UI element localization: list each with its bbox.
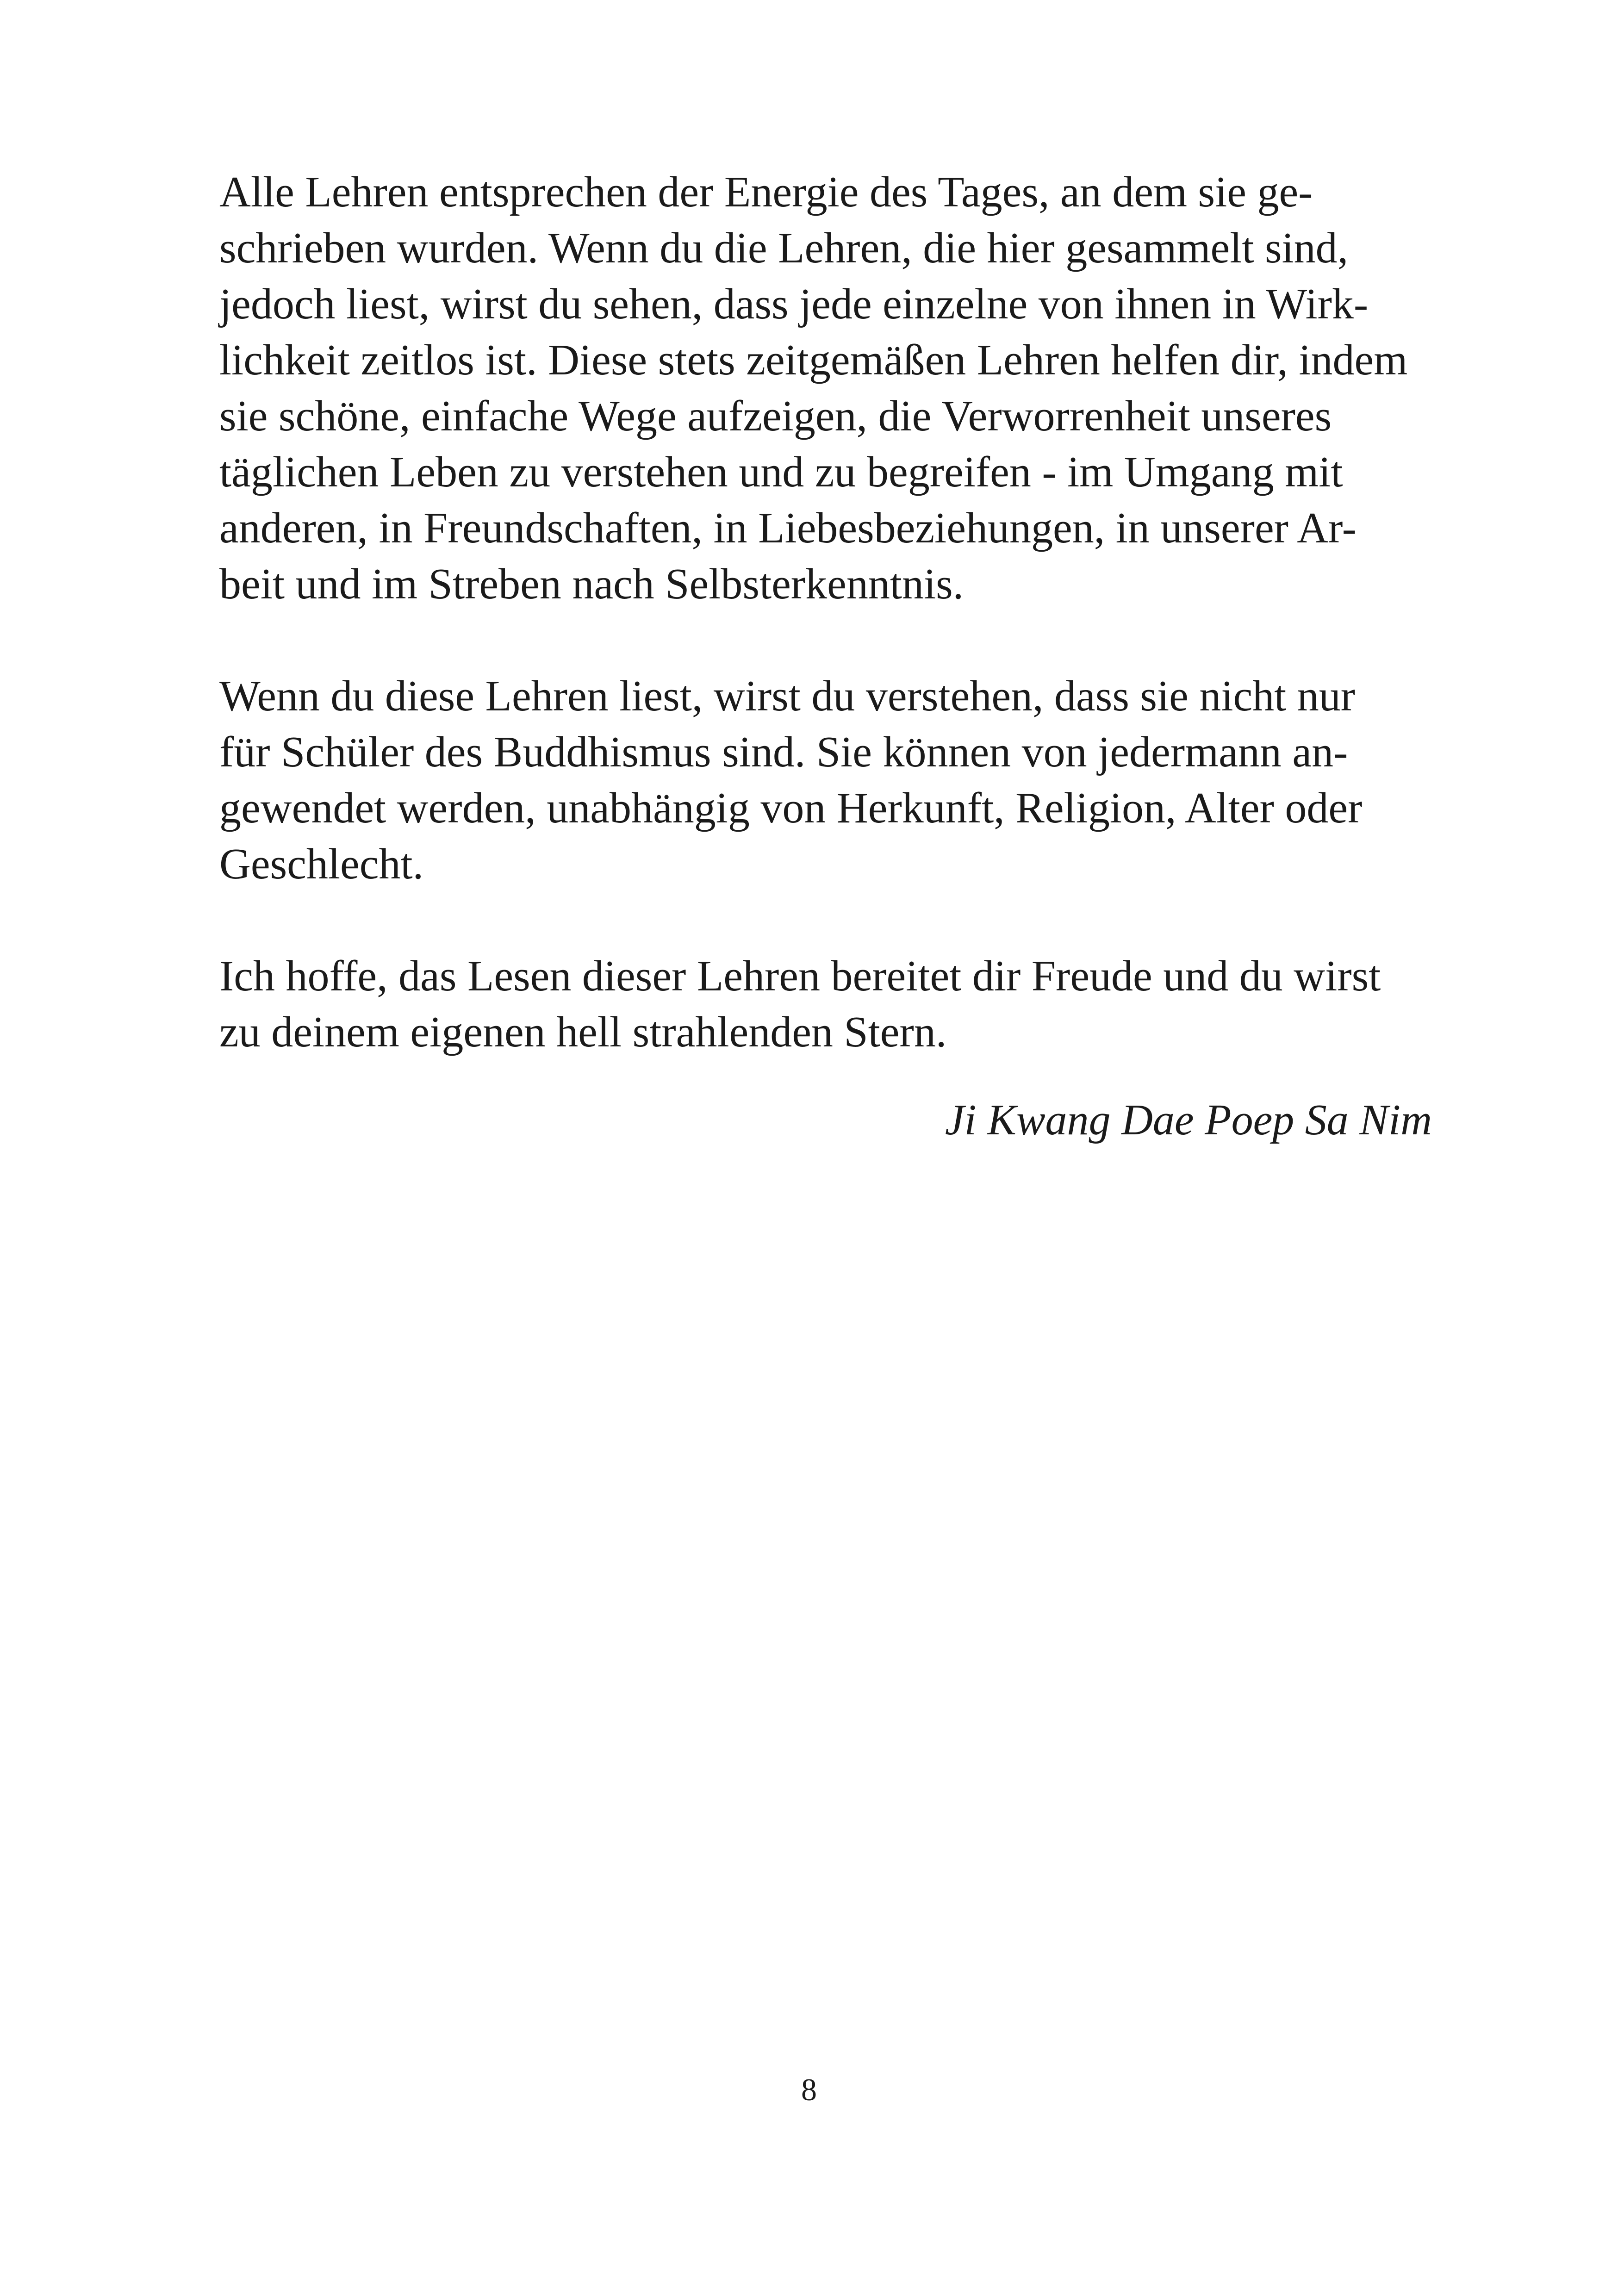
text-line: gewendet werden, unabhängig von Herkunft, Religion, Alter oder [219,784,1363,832]
page-number: 8 [801,2072,817,2107]
text-line: für Schüler des Buddhismus sind. Sie können von jedermann an- [219,728,1348,776]
text-line: anderen, in Freundschaften, in Liebesbeziehungen, in unserer Ar- [219,504,1357,552]
paragraph-3 [219,948,1423,1060]
author-signature: Ji Kwang Dae Poep Sa Nim [945,1096,1432,1144]
text-line: zu deinem eigenen hell strahlenden Stern. [219,1008,947,1056]
paragraph-2 [219,668,1423,892]
text-line: schrieben wurden. Wenn du die Lehren, die hier gesammelt sind, [219,224,1349,272]
page-body [219,164,1423,1116]
text-line: jedoch liest, wirst du sehen, dass jede einzelne von ihnen in Wirk- [219,280,1369,328]
text-line: Geschlecht. [219,840,424,888]
text-line: lichkeit zeitlos ist. Diese stets zeitgemäßen Lehren helfen dir, indem [219,336,1408,384]
text-line: Ich hoffe, das Lesen dieser Lehren bereitet dir Freude und du wirst [219,952,1381,1000]
text-line: täglichen Leben zu verstehen und zu begreifen - im Umgang mit [219,448,1343,496]
text-line: sie schöne, einfache Wege aufzeigen, die Verworrenheit unseres [219,392,1332,440]
text-line: beit und im Streben nach Selbsterkenntnis. [219,560,964,608]
paragraph-1 [219,164,1423,612]
text-line: Wenn du diese Lehren liest, wirst du verstehen, dass sie nicht nur [219,672,1356,720]
text-line: Alle Lehren entsprechen der Energie des Tages, an dem sie ge- [219,168,1313,216]
